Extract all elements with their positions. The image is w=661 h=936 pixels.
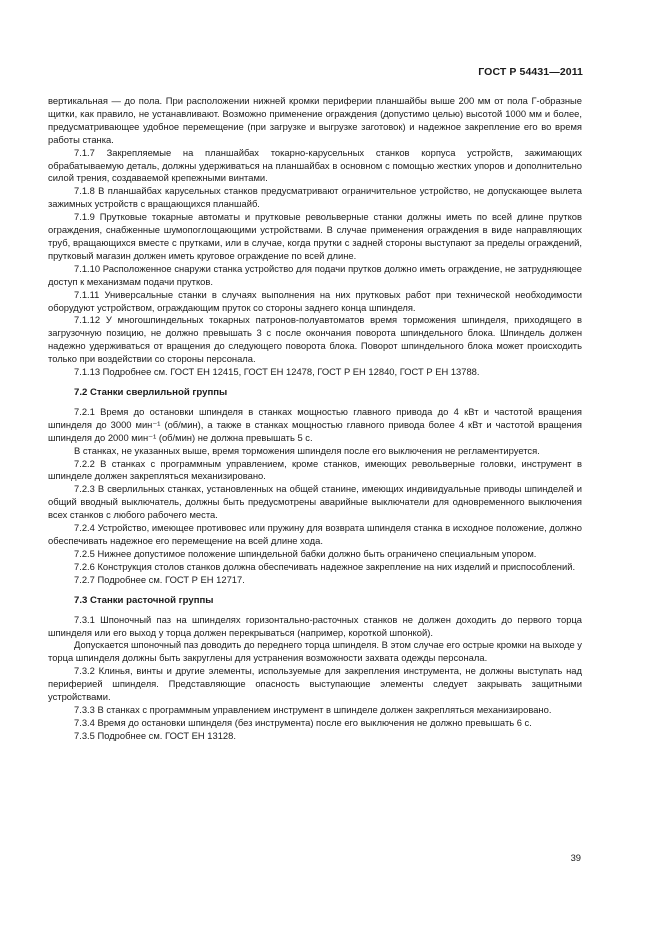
paragraph: 7.1.10 Расположенное снаружи станка устройство для подачи прутков должно иметь ограждение, не затрудняющее доступ к механизмам подачи прутков. xyxy=(48,262,582,287)
paragraph: 7.1.7 Закрепляемые на планшайбах токарно-карусельных станков корпуса устройств, зажимающих обрабатываемую деталь, должны удерживаться на планшайбах в основном с помощью жестких упоров и дополнительно силой трения, создаваемой крепежными винтами. xyxy=(48,146,582,184)
paragraph: 7.3.3 В станках с программным управлением инструмент в шпинделе должен закрепляться механизировано. xyxy=(74,703,552,715)
paragraph: 7.3.1 Шпоночный паз на шпинделях горизонтально-расточных станков не должен доходить до первого торца шпинделя или его выход у торца должен перекрываться (например, короткой шпонкой). xyxy=(48,613,582,638)
paragraph: 7.1.11 Универсальные станки в случаях выполнения на них прутковых работ при технической необходимости оборудуют устройством, ограждающим пруток со стороны заднего конца шпинделя. xyxy=(48,288,582,313)
section-heading: 7.2 Станки сверлильной группы xyxy=(74,386,228,398)
paragraph: вертикальная — до пола. При расположении нижней кромки периферии планшайбы выше 200 мм от пола Г-образные щитки, как правило, не устанавливают. Возможно применение ограждения (допустимо целью) высотой 1000 мм и более, предусматривающее удобное перемещение (при загрузке и выгрузке заготовок) и надежное закрепление его во время работы станка. xyxy=(48,95,582,145)
paragraph: 7.1.8 В планшайбах карусельных станков предусматривают ограничительное устройство, не допускающее вылета зажимных устройств с вращающихся планшайб. xyxy=(48,185,582,210)
paragraph: 7.3.2 Клинья, винты и другие элементы, используемые для закрепления инструмента, не должны выступать над периферией шпинделя. Представляющие опасность выступающие элементы следует закрывать защитными устройствами. xyxy=(48,665,582,703)
paragraph: 7.2.5 Нижнее допустимое положение шпиндельной бабки должно быть ограничено специальным упором. xyxy=(74,547,537,559)
paragraph: 7.2.1 Время до остановки шпинделя в станках мощностью главного привода до 4 кВт и частотой вращения шпинделя до 3000 мин⁻¹ (об/мин), а также в станках мощностью главного привода более 4 кВт и частотой вращения шпинделя до 2000 мин⁻¹ (об/мин) не должна превышать 5 с. xyxy=(48,405,582,443)
paragraph: В станках, не указанных выше, время торможения шпинделя после его выключения не регламентируется. xyxy=(74,444,540,456)
document-id-header: ГОСТ Р 54431—2011 xyxy=(478,66,583,78)
paragraph: 7.1.13 Подробнее см. ГОСТ ЕН 12415, ГОСТ ЕН 12478, ГОСТ Р ЕН 12840, ГОСТ Р ЕН 13788. xyxy=(74,366,480,378)
paragraph: 7.2.6 Конструкция столов станков должна обеспечивать надежное закрепление на них изделий и приспособлений. xyxy=(74,560,576,572)
paragraph: 7.3.5 Подробнее см. ГОСТ ЕН 13128. xyxy=(74,729,236,741)
document-body xyxy=(48,95,582,743)
paragraph: 7.2.2 В станках с программным управлением, кроме станков, имеющих револьверные головки, инструмент в шпинделе должен закрепляться механизировано. xyxy=(48,457,582,482)
paragraph: Допускается шпоночный паз доводить до переднего торца шпинделя. В этом случае его острые кромки на выходе у торца шпинделя должны быть закруглены для устранения возможности захвата одежды персонала. xyxy=(48,639,582,664)
section-heading: 7.3 Станки расточной группы xyxy=(74,594,214,606)
paragraph: 7.2.7 Подробнее см. ГОСТ Р ЕН 12717. xyxy=(74,573,245,585)
paragraph: 7.1.9 Прутковые токарные автоматы и прутковые револьверные станки должны иметь по всей длине прутков ограждения, снабженные шумопоглощающими устройствами. В случае применения ограждения в виде направляющих труб, вращающихся вместе с прутками, или в случае, когда прутки с задней стороны выступают за пределы ограждений, прутковый магазин должен иметь круговое ограждение по всей длине. xyxy=(48,211,582,261)
paragraph: 7.3.4 Время до остановки шпинделя (без инструмента) после его выключения не должно превышать 6 с. xyxy=(74,716,532,728)
paragraph: 7.2.3 В сверлильных станках, установленных на общей станине, имеющих индивидуальные приводы шпинделей и общий вводный выключатель, должны быть предусмотрены аварийные выключатели для одновременного выключения всех станков с любого рабочего места. xyxy=(48,483,582,521)
page-number: 39 xyxy=(570,852,581,863)
paragraph: 7.2.4 Устройство, имеющее противовес или пружину для возврата шпинделя станка в исходное положение, должно обеспечивать надежное его перемещение на всей длине хода. xyxy=(48,522,582,546)
paragraph: 7.1.12 У многошпиндельных токарных патронов-полуавтоматов время торможения шпинделя, приходящего в загрузочную позицию, не должно превышать 3 с после окончания поворота шпиндельного блока. Шпиндель должен надежно удерживаться от вращения до следующего поворота блока. Поворот шпиндельного блока может происходить только при воздействии со стороны персонала. xyxy=(48,314,582,365)
